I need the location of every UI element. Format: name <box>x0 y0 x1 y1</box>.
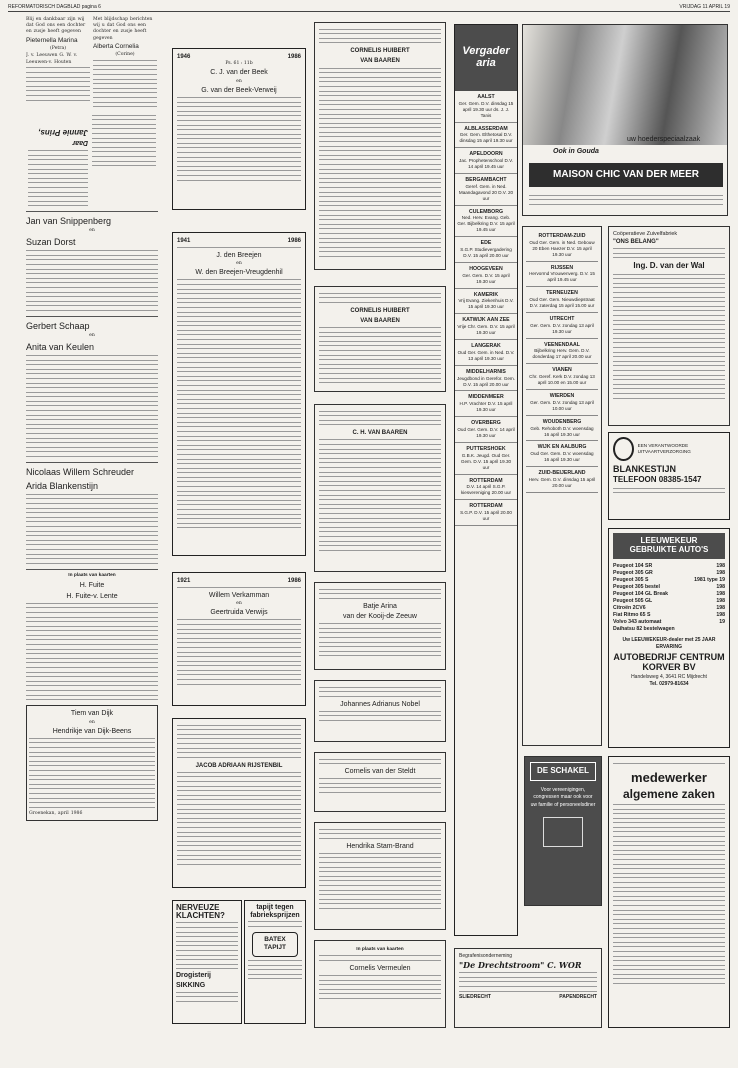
birth-sub-corine: (Corine) <box>115 52 135 58</box>
col5-detail: Herv. Gem. D.V. dinsdag 15 april 20.00 uur <box>528 476 596 488</box>
birth-list-lines <box>92 113 156 168</box>
korver-tel: Tel. 02979-81634 <box>649 680 689 687</box>
col4-item <box>455 391 517 417</box>
wedding-jvs-name: Jan van Snippenberg <box>26 216 112 227</box>
rijstenbil-name: JACOB ADRIAAN RIJSTENBIL <box>195 762 283 769</box>
col5-detail: Bijbelkring Herv. Gem. D.V. donderdag 17 april 20.00 uur <box>532 348 592 360</box>
fuite-lines <box>26 603 158 702</box>
wedding-anita-lines <box>26 355 158 459</box>
birth-sub-petra: (Petra) <box>50 46 66 52</box>
ing-name: Ing. D. van der Wal <box>633 261 705 271</box>
ons-belang-ad <box>608 226 730 426</box>
coop-name: Coöperatieve Zuivelfabriek <box>613 231 678 237</box>
col5-title: RIJSSEN <box>550 264 574 271</box>
wedding-gerbert-en: en <box>89 333 95 339</box>
col4-detail: Ger. Gem. D.V. dinsdag 15 april 19.30 uur ds. J. J. Tanis <box>458 100 514 118</box>
nerveuze-shop: Drogisterij SIKKING <box>176 972 212 989</box>
col4-title: ROTTERDAM <box>469 503 503 510</box>
funeral-box-3 <box>314 404 446 572</box>
col4-title: HOOGEVEEN <box>469 266 503 273</box>
col4-title: LANGERAK <box>471 343 501 350</box>
masthead-left: REFORMATORISCH DAGBLAD pagina 6 <box>8 4 101 11</box>
photo-ad-gouda <box>522 24 728 216</box>
col5-detail: Oud Ger. Gem. in Ned. Gebouw 20 Eben Haezer D.V. 15 april 19.30 uur <box>529 239 595 257</box>
car-row <box>613 591 725 598</box>
leeuw-foot: Uw LEEUWEKEUR-dealer met 25 JAAR ERVARING <box>622 636 716 650</box>
car-row <box>613 584 725 591</box>
gouda-sub: uw hoederspeciaalzaak <box>627 136 701 143</box>
funeral-box-4 <box>314 582 446 670</box>
birth-text-lines <box>26 67 90 102</box>
col5-item <box>526 467 598 493</box>
groenekan: Groenekan, april 1986 <box>29 810 83 816</box>
funeral-box-7 <box>314 822 446 930</box>
b7-name: Hendrika Stam-Brand <box>346 842 414 850</box>
col4-title: KATWIJK AAN ZEE <box>462 317 510 324</box>
tiem-name: Tiem van Dijk <box>70 710 114 718</box>
col4-item <box>455 443 517 475</box>
car-model: Peugeot 104 SR <box>613 562 653 569</box>
drecht-firm: "De Drechtstroom" C. WOR <box>459 959 582 970</box>
funeral-box-8 <box>314 940 446 1028</box>
car-year: 198 <box>716 583 725 590</box>
people-photo <box>523 25 728 145</box>
box1-name-1: C. J. van der Beek <box>210 69 268 77</box>
col4-detail: S.G.P. D.V. 15 april 20.00 uur <box>460 509 512 521</box>
col4-item <box>455 206 517 238</box>
box2-name-2: W. den Breejen-Vreugdenhil <box>195 269 283 277</box>
birth-parents: J. v. Leeuwen G. W. v. Leeuwen-v. Houten <box>26 53 78 65</box>
drecht-name: Begrafenisonderneming <box>459 953 513 959</box>
nerveuze-title: NERVEUZE KLACHTEN? <box>176 903 225 921</box>
col5-detail: Geb. Rehoboth D.V. woensdag 16 april 19.30 uur <box>530 425 594 437</box>
drecht-city-2: PAPENDRECHT <box>559 993 597 1000</box>
tiem-lines <box>29 738 155 810</box>
wedding-gerbert-name: Gerbert Schaap <box>26 320 90 331</box>
col5-item <box>526 262 598 288</box>
korver-name: AUTOBEDRIJF CENTRUM KORVER BV <box>613 652 725 672</box>
b3-name: C. H. VAN BAAREN <box>352 430 408 437</box>
col5-title: ROTTERDAM-ZUID <box>538 233 586 239</box>
box3-name-2: Geertruida Verwijs <box>210 609 268 617</box>
col4-title: MIDDELHARNIS <box>466 368 506 375</box>
col5-item <box>526 390 598 416</box>
box1-text: Ps. 61 : 11b <box>225 61 253 67</box>
rotated-ad-dear: Daar <box>72 139 88 147</box>
b3-lines <box>319 439 441 552</box>
car-year: 198 <box>716 611 725 618</box>
birth-name-pieternella: Pieternella Marina <box>26 36 78 44</box>
col4-title: ALBLASSERDAM <box>464 125 508 132</box>
leeuwekeur-ad <box>608 528 730 748</box>
wedding-jvs-lines <box>26 250 158 313</box>
car-row <box>613 570 725 577</box>
col4-detail: Geref. Gem. in Ned. Maandagavond 20 D.V. 20 uur <box>458 183 514 201</box>
col4-detail: Vrije Chr. Gem. D.V. 15 april 19.30 uur <box>457 324 515 336</box>
medewerker-lines <box>613 804 725 986</box>
car-year: 1981 type 19 <box>694 576 725 583</box>
nerveuze-ad <box>172 900 242 1024</box>
car-model: Peugeot 305 GR <box>613 569 653 576</box>
col4-item <box>455 123 517 149</box>
wedding-anita-name: Anita van Keulen <box>26 342 95 353</box>
col4-detail: Jeugdbond in Gerefor. Gem. D.V. 15 april 20.00 uur <box>457 375 515 387</box>
col4-title: MIDDENMEER <box>468 394 504 401</box>
col5-title: VEENENDAAL <box>544 341 580 348</box>
fuite-place: In plaats van kaarten <box>68 572 116 578</box>
col5-item <box>526 287 598 313</box>
col4-detail: Ger. Gem. D.V. 15 april 19.30 uur <box>462 272 510 284</box>
col4-detail: D.V. 14 april S.G.P. kiesvereniging 20.00 uur <box>460 484 512 496</box>
blankestijn-logo-icon <box>613 437 634 461</box>
col4-item <box>455 289 517 315</box>
box2-name-1: J. den Breejen <box>216 251 262 259</box>
col4-item <box>455 314 517 340</box>
b1-name-1: CORNELIS HUIBERT <box>350 48 410 55</box>
tiem-en: en <box>89 719 95 725</box>
vergaderaria-list <box>455 91 517 526</box>
hendrikje-name: Hendrikje van Dijk-Beens <box>52 727 132 735</box>
box3-year-1: 1921 <box>177 578 191 584</box>
funeral-box-6 <box>314 752 446 812</box>
col4-item <box>455 263 517 289</box>
car-year: 19 <box>719 618 725 625</box>
anniversary-box-3 <box>172 572 306 706</box>
car-row <box>613 612 725 619</box>
box3-year-2: 1986 <box>287 578 301 584</box>
col4-item <box>455 366 517 392</box>
col5-item <box>526 339 598 365</box>
col4-title: PUTTERSHOEK <box>466 445 506 452</box>
blankestijn-ad <box>608 432 730 520</box>
box2-en: en <box>236 261 242 267</box>
vergaderaria-continued <box>522 226 602 746</box>
col4-title: AALST <box>477 94 495 100</box>
col5-title: VIANEN <box>552 367 572 374</box>
car-row <box>613 577 725 584</box>
col4-item <box>455 500 517 526</box>
car-model: Volvo 343 automaat <box>613 618 662 625</box>
car-model: Peugeot 305 S <box>613 576 649 583</box>
b4-name-2: van der Kooij-de Zeeuw <box>343 613 417 621</box>
car-row <box>613 619 725 626</box>
b4-lines <box>319 623 441 658</box>
car-model: Peugeot 305 bestel <box>613 583 660 590</box>
col5-item <box>526 441 598 467</box>
car-year: 198 <box>716 604 725 611</box>
col4-title: APELDOORN <box>469 151 503 158</box>
b8-place: In plaats van kaarten <box>356 947 404 952</box>
masthead-right: VRIJDAG 11 APRIL 19 <box>679 4 730 11</box>
col4-title: BERGAMBACHT <box>465 177 507 184</box>
b2-lines <box>319 327 441 385</box>
birth-topnote: Blij en dankbaar zijn wij dat God ons een dochter en zusje heeft gegeven <box>26 17 86 35</box>
tapijt-ad <box>244 900 306 1024</box>
medewerker-ad <box>608 756 730 1028</box>
wedding-jvs-en: en <box>89 228 95 234</box>
wedding-suzan-name: Suzan Dorst <box>26 237 76 248</box>
korver-addr: Handelsweg 4, 3641 RC Mijdrecht <box>631 674 707 681</box>
col4-detail: Ger. Gem. Elthetosal D.V. dinsdag 15 april 19.30 uur <box>459 132 513 144</box>
rotated-ad-name: Jannie Prins, <box>38 127 88 137</box>
anniversary-box-2 <box>172 232 306 556</box>
col4-title: ROTTERDAM <box>469 477 503 484</box>
funeral-box-2 <box>314 286 446 392</box>
funeral-box-5 <box>314 680 446 742</box>
col5-detail: Chr. Geref. Kerk D.V. zondag 13 april 10.00 en 15.00 uur <box>529 374 595 386</box>
col4-item <box>455 237 517 263</box>
wedding-arida-name: Arida Blankenstijn <box>26 481 99 492</box>
blankestijn-name: BLANKESTIJN <box>613 464 677 474</box>
box2-year-2: 1986 <box>287 238 301 244</box>
box3-en: en <box>236 601 242 607</box>
blankestijn-tag: EEN VERANTWOORDE UITVAARTVERZORGING <box>637 442 691 454</box>
drecht-city-1: SLIEDRECHT <box>459 993 491 1000</box>
col4-detail: S.G.P. Studievergadering D.V. 15 april 20.00 uur <box>460 247 512 259</box>
col5-item <box>526 416 598 442</box>
car-model: Fiat Ritmo 65 S <box>613 611 651 618</box>
box1-year-1: 1946 <box>177 54 191 60</box>
col5-title: WIJK EN AALBURG <box>537 444 587 451</box>
col4-item <box>455 340 517 366</box>
b1-name-2: VAN BAAREN <box>360 58 400 65</box>
col4-detail: H.P. Vrachter D.V. 15 april 19.30 uur <box>459 401 513 413</box>
masthead <box>8 2 730 12</box>
ons-belang-lines <box>613 274 725 401</box>
col4-item <box>455 148 517 174</box>
box3-name-1: Willem Verkamman <box>208 591 270 599</box>
car-row <box>613 605 725 612</box>
anniversary-box-1 <box>172 48 306 210</box>
funeral-box-1 <box>314 22 446 270</box>
blankestijn-phone: TELEFOON 08385-1547 <box>613 475 702 485</box>
wedding-nicolaas-name: Nicolaas Willem Schreuder <box>26 467 135 478</box>
b4-name-1: Batje Arina <box>363 602 397 610</box>
vergaderaria-list-2 <box>526 230 598 493</box>
medewerker-2: algemene zaken <box>622 787 716 802</box>
vergaderaria-logo: Vergader aria <box>455 25 517 91</box>
col4-item <box>455 91 517 123</box>
col5-title: WIERDEN <box>549 393 575 400</box>
tapijt-title: tapijt tegen fabrieksprijzen <box>250 904 300 919</box>
col4-title: EDE <box>480 240 492 247</box>
box2-year-1: 1941 <box>177 238 191 244</box>
onsbelang-name: "ONS BELANG" <box>613 239 659 246</box>
schakel-tagline: Voor vereenigingen, congressen maar ook voor uw familie of personeelsdiner <box>530 786 596 808</box>
col5-title: WOUDENBERG <box>542 418 582 425</box>
gouda-title: Ook in Gouda <box>553 148 599 155</box>
col4-detail: Ned. Herv. Evang. Geb. Ger. Bijbelkring D.V. 15 april 19.45 uur <box>457 215 515 233</box>
vergaderaria-column <box>454 24 518 936</box>
wedding-nicolaas-lines <box>26 494 158 566</box>
schakel-ad <box>524 756 602 906</box>
col5-detail: Ger. Gem. D.V. zondag 13 april 19.30 uur <box>530 322 594 334</box>
col4-item <box>455 417 517 443</box>
schakel-logo-icon <box>543 817 583 847</box>
column-1 <box>26 16 158 1056</box>
car-year: 198 <box>716 569 725 576</box>
fuite-name-1: H. Fuite <box>79 582 105 590</box>
car-model: Peugeot 104 GL Break <box>613 590 668 597</box>
schakel-name: DE SCHAKEL <box>530 762 596 781</box>
col4-detail: Oud Ger. Gem. in Ned. D.V. 13 april 19.30 uur <box>457 349 515 361</box>
birth-name-alberta: Alberta Cornelia <box>93 42 139 50</box>
birth-right-lines <box>93 60 157 109</box>
rijstenbil-lines <box>177 772 301 867</box>
col5-title: TERNEUZEN <box>546 290 578 297</box>
col5-detail: Ger. Gem. D.V. zondag 13 april 10.00 uur <box>530 399 594 411</box>
b2-name-2: VAN BAAREN <box>360 317 400 324</box>
col5-detail: Oud Ger. Gem. D.V. woensdag 16 april 19.30 uur <box>530 451 594 463</box>
b8-name: Cornelis Vermeulen <box>349 965 411 973</box>
col5-title: UTRECHT <box>549 316 575 323</box>
maison-chic-banner: MAISON CHIC VAN DER MEER <box>529 163 723 187</box>
medewerker-1: medewerker <box>631 769 707 785</box>
b1-lines <box>319 68 441 259</box>
col4-title: KAMERIK <box>473 291 499 298</box>
b2-name-1: CORNELIS HUIBERT <box>350 307 410 314</box>
box1-en: en <box>236 78 242 84</box>
car-year: 198 <box>716 590 725 597</box>
col4-item <box>455 475 517 501</box>
b6-name: Cornelis van der Steldt <box>344 768 416 776</box>
tapijt-brand: BATEX TAPIJT <box>252 932 298 958</box>
b5-name: Johannes Adrianus Nobel <box>340 700 420 708</box>
col5-detail: Hervormd Vrouwenverg. D.V. 15 april 19.45 uur <box>529 271 595 283</box>
rotated-ad-lines <box>28 148 88 206</box>
fuite-name-2: H. Fuite-v. Lente <box>66 592 118 600</box>
col4-detail: G.B.K. Jeugd. Oud Ger. Gem. D.V. 15 april 19.30 uur <box>460 452 512 470</box>
car-year: 198 <box>716 597 725 604</box>
car-row <box>613 598 725 605</box>
leeuwekeur-title: LEEUWEKEUR GEBRUIKTE AUTO'S <box>613 533 725 559</box>
col4-detail: Oud Ger. Gem. D.V. 14 april 19.30 uur <box>457 426 515 438</box>
col5-title: ZUID-BEIJERLAND <box>538 470 586 477</box>
col5-item <box>526 230 598 262</box>
col5-item <box>526 313 598 339</box>
col4-title: CULEMBORG <box>468 208 503 215</box>
car-model: Citroën 2CV6 <box>613 604 646 611</box>
rijstenbil-box <box>172 718 306 888</box>
birth-right-note: Met blijdschap berichten wij u dat God ons een dochter en zusje heeft gegeven <box>93 17 153 41</box>
car-list <box>613 563 725 633</box>
car-model: Daihatsu 82 bestelwagen <box>613 625 675 632</box>
col4-detail: Vrij Evang. Ziekenhuis D.V. 15 april 19.30 uur <box>458 298 514 310</box>
drechtstroom-ad <box>454 948 602 1028</box>
box1-name-2: G. van der Beek-Verweij <box>201 86 277 94</box>
car-row <box>613 626 725 633</box>
box1-year-2: 1986 <box>287 54 301 60</box>
col5-item <box>526 364 598 390</box>
col4-item <box>455 174 517 206</box>
car-row <box>613 563 725 570</box>
box3-lines <box>177 619 301 686</box>
col4-detail: Jac. Prophetenschool D.V. 14 april 19.45 uur <box>459 158 513 170</box>
box2-lines <box>177 279 301 530</box>
col5-detail: Oud Ger. Gem. Nieuwdiepstraat D.V. zaterdag 15 april 15.00 uur <box>529 297 595 309</box>
box1-lines <box>177 97 301 183</box>
car-year: 198 <box>716 562 725 569</box>
col4-title: OVERBERG <box>471 420 501 427</box>
car-model: Peugeot 505 GL <box>613 597 653 604</box>
